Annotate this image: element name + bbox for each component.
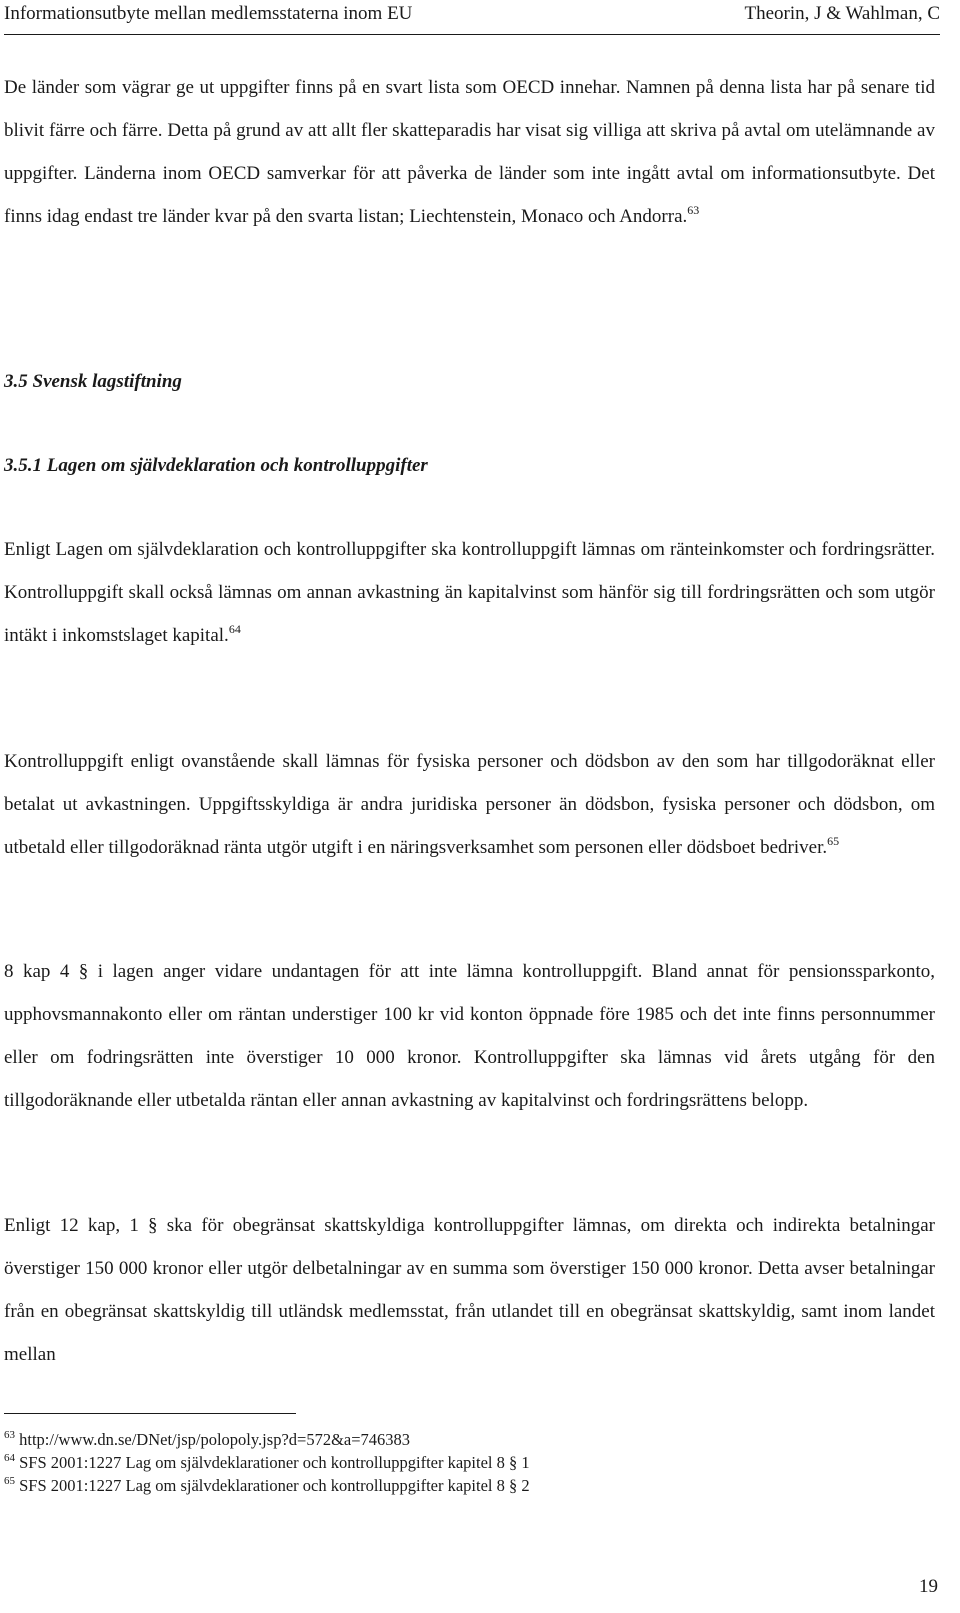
footnote-ref-65: 65 — [827, 834, 840, 848]
header-title: Informationsutbyte mellan medlemsstaterna inom EU — [4, 3, 413, 24]
paragraph-2-text: Enligt Lagen om självdeklaration och kontrolluppgifter ska kontrolluppgift lämnas om ränteinkomster och fordringsrätter. Kontrolluppgift skall också lämnas om annan avkastning än kapitalvinst som hänför sig till fordringsrätten och som utgör intäkt i inkomstslaget kapital. — [4, 539, 935, 646]
section-heading: 3.5 Svensk lagstiftning — [4, 371, 182, 392]
footnote-64 — [4, 1451, 935, 1474]
footnote-number: 64 — [4, 1452, 15, 1464]
footnote-text: SFS 2001:1227 Lag om självdeklarationer och kontrolluppgifter kapitel 8 § 1 — [19, 1453, 530, 1472]
page-number: 19 — [919, 1576, 938, 1597]
header-divider — [4, 34, 940, 35]
footnote-ref-64: 64 — [228, 622, 241, 636]
paragraph-1 — [4, 66, 935, 238]
footnotes — [4, 1428, 935, 1497]
paragraph-3-text: Kontrolluppgift enligt ovanstående skall lämnas för fysiska personer och dödsbon av den som har tillgodoräknat eller betalat ut avkastningen. Uppgiftsskyldiga är andra juridiska personer än dödsbon, fysiska personer och dödsbon, om utbetald eller tillgodoräknad ränta utgör utgift i en näringsverksamhet som personen eller dödsboet bedriver. — [4, 751, 935, 858]
header-authors: Theorin, J & Wahlman, C — [744, 3, 940, 24]
footnote-65 — [4, 1474, 935, 1497]
paragraph-2 — [4, 528, 935, 657]
paragraph-5-text: Enligt 12 kap, 1 § ska för obegränsat skattskyldiga kontrolluppgifter lämnas, om direkta och indirekta betalningar överstiger 150 000 kronor eller utgör delbetalningar av en summa som överstiger 150 000 kronor. Detta avser betalningar från en obegränsat skattskyldig till utländsk medlemsstat, från utlandet till en obegränsat skattskyldig, samt inom landet mellan — [4, 1215, 935, 1365]
footnote-ref-63: 63 — [687, 203, 700, 217]
paragraph-4 — [4, 950, 935, 1122]
footnote-link[interactable]: http://www.dn.se/DNet/jsp/polopoly.jsp?d=572&a=746383 — [19, 1430, 411, 1449]
footnote-number: 65 — [4, 1475, 15, 1487]
footnote-divider — [4, 1413, 296, 1414]
footnote-number: 63 — [4, 1429, 15, 1441]
paragraph-5 — [4, 1204, 935, 1376]
paragraph-4-text: 8 kap 4 § i lagen anger vidare undantagen för att inte lämna kontrolluppgift. Bland annat för pensionssparkonto, upphovsmannakonto eller om räntan understiger 100 kr vid konton öppnade före 1985 och det inte finns personnummer eller om fodringsrätten inte överstiger 10 000 kronor. Kontrolluppgifter ska lämnas vid årets utgång för den tillgodoräknande eller utbetalda räntan eller annan avkastning av kapitalvinst och fordringsrättens belopp. — [4, 961, 935, 1111]
footnote-text: SFS 2001:1227 Lag om självdeklarationer och kontrolluppgifter kapitel 8 § 2 — [19, 1476, 530, 1495]
footnote-63 — [4, 1428, 935, 1451]
paragraph-1-text: De länder som vägrar ge ut uppgifter finns på en svart lista som OECD innehar. Namnen på denna lista har på senare tid blivit färre och färre. Detta på grund av att allt fler skatteparadis har visat sig villiga att skriva på avtal om utelämnande av uppgifter. Länderna inom OECD samverkar för att påverka de länder som inte ingått avtal om informationsutbyte. Det finns idag endast tre länder kvar på den svarta listan; Liechtenstein, Monaco och Andorra. — [4, 77, 935, 227]
paragraph-3 — [4, 740, 935, 869]
subsection-heading: 3.5.1 Lagen om självdeklaration och kontrolluppgifter — [4, 455, 428, 476]
